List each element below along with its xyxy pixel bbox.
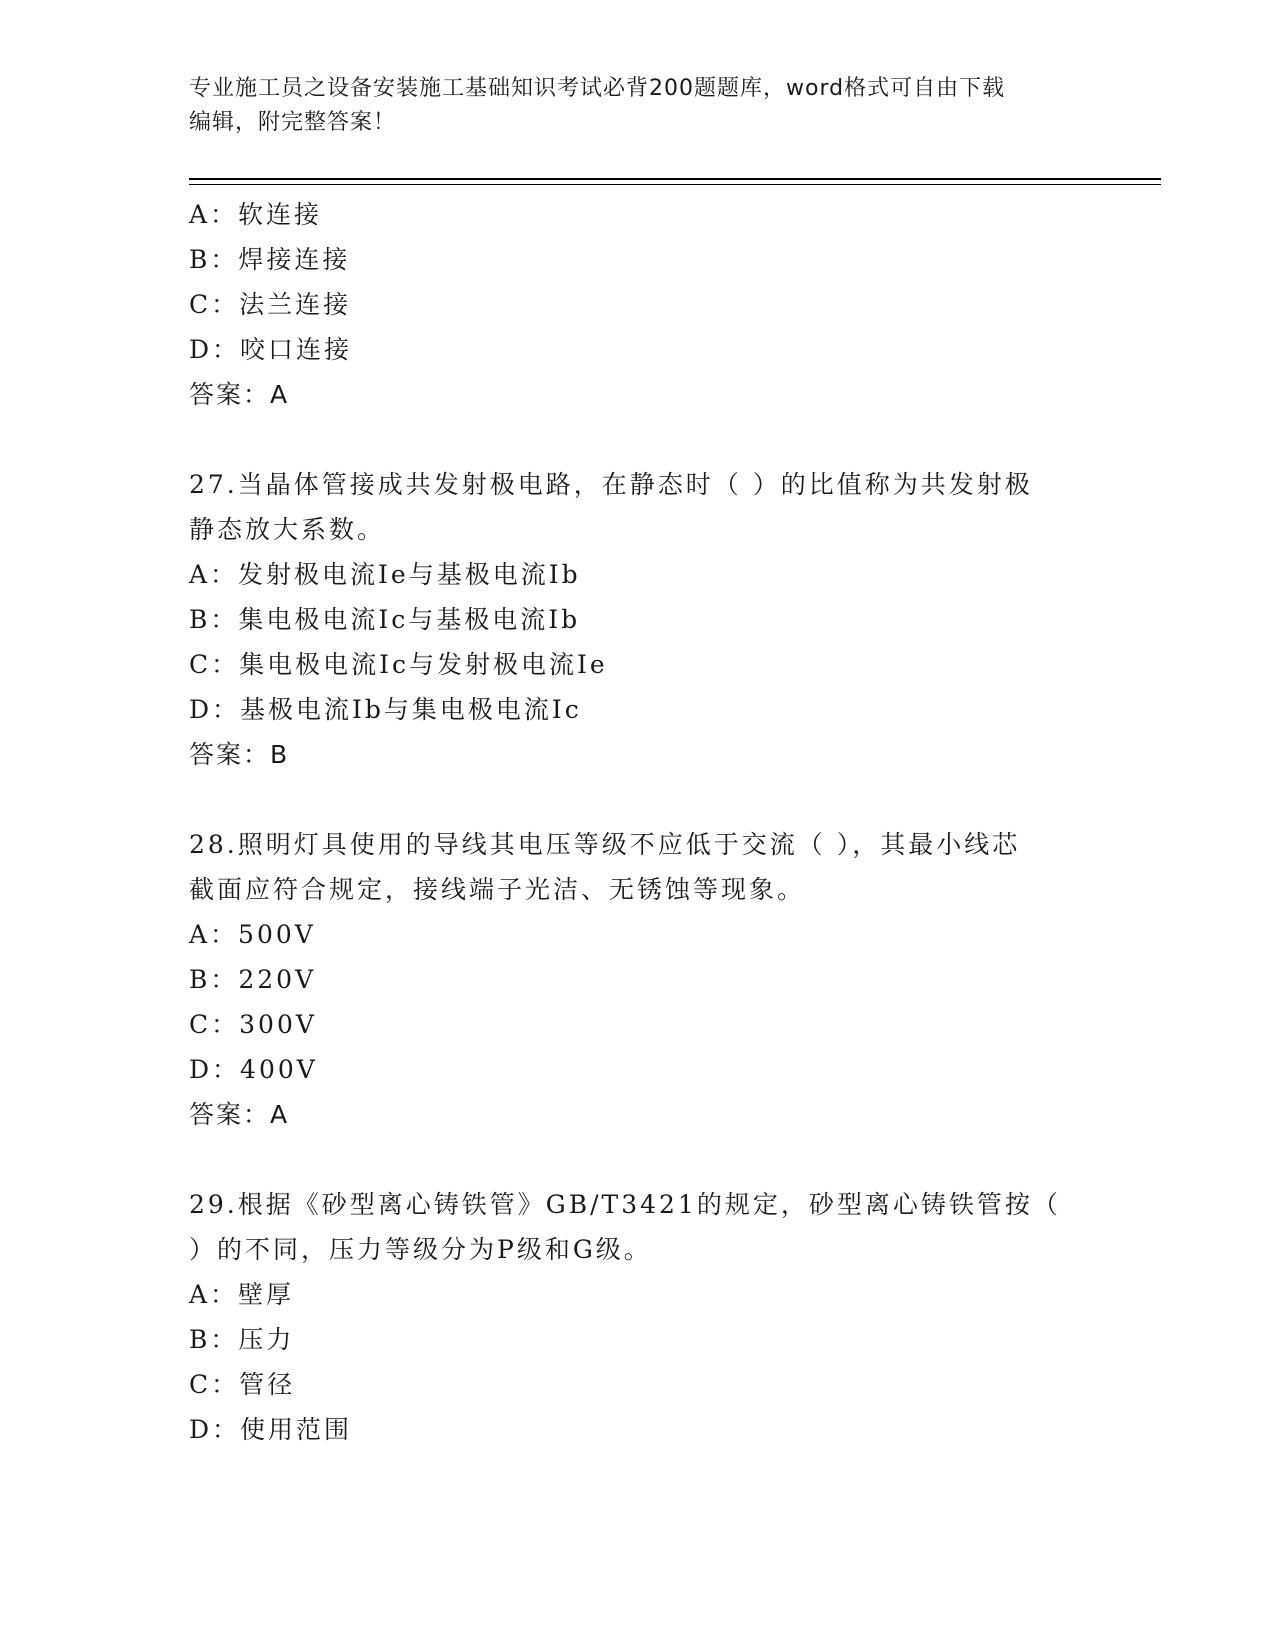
- q27-option-d: D：基极电流Ib与集电极电流Ic: [189, 695, 582, 724]
- q26-answer: 答案：A: [189, 380, 290, 409]
- q28-option-c: C：300V: [189, 1010, 317, 1039]
- q27-option-c: C：集电极电流Ic与发射极电流Ie: [189, 650, 608, 679]
- q29-option-c: C：管径: [189, 1370, 296, 1399]
- header-divider-thin: [189, 184, 1161, 185]
- q27-answer: 答案：B: [189, 740, 290, 769]
- q28-option-a: A：500V: [189, 920, 316, 949]
- q26-option-d: D：咬口连接: [189, 335, 353, 364]
- q27-stem-line-2: 静态放大系数。: [189, 515, 386, 544]
- header-title-line-1: 专业施工员之设备安装施工基础知识考试必背200题题库，word格式可自由下载: [189, 76, 1006, 101]
- q26-option-b: B：焊接连接: [189, 245, 351, 274]
- q27-stem-line-1: 27.当晶体管接成共发射极电路，在静态时（ ）的比值称为共发射极: [189, 470, 1033, 499]
- q26-option-c: C：法兰连接: [189, 290, 352, 319]
- q28-option-d: D：400V: [189, 1055, 318, 1084]
- q28-stem-line-2: 截面应符合规定，接线端子光洁、无锈蚀等现象。: [189, 875, 806, 904]
- q29-stem-line-1: 29.根据《砂型离心铸铁管》GB/T3421的规定，砂型离心铸铁管按（: [189, 1190, 1061, 1219]
- q29-option-b: B：压力: [189, 1325, 295, 1354]
- document-header: [189, 72, 1089, 140]
- q29-stem-line-2: ）的不同，压力等级分为P级和G级。: [189, 1235, 652, 1264]
- q26-option-a: A：软连接: [189, 200, 323, 229]
- q29-option-d: D：使用范围: [189, 1415, 353, 1444]
- q27-option-b: B：集电极电流Ic与基极电流Ib: [189, 605, 581, 634]
- q28-option-b: B：220V: [189, 965, 317, 994]
- q28-stem-line-1: 28.照明灯具使用的导线其电压等级不应低于交流（ ），其最小线芯: [189, 830, 1021, 859]
- header-title-line-2: 编辑，附完整答案！: [189, 110, 397, 135]
- q29-option-a: A：壁厚: [189, 1280, 295, 1309]
- q27-option-a: A：发射极电流Ie与基极电流Ib: [189, 560, 581, 589]
- q28-answer: 答案：A: [189, 1100, 290, 1129]
- header-divider-thick: [189, 178, 1161, 180]
